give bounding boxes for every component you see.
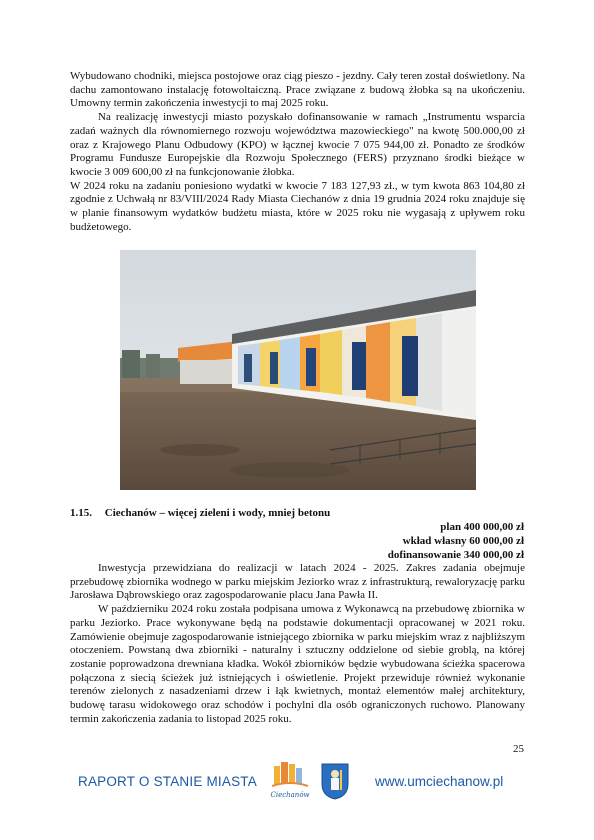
funding-own-contribution: wkład własny 60 000,00 zł <box>402 535 524 547</box>
nursery-building-photo <box>120 250 476 490</box>
section-heading <box>70 507 525 519</box>
section-number: 1.15. <box>70 507 92 519</box>
footer <box>0 760 594 810</box>
city-logo <box>268 760 312 800</box>
website-link[interactable]: www.umciechanow.pl <box>375 774 504 789</box>
paragraph: Inwestycja przewidziana do realizacji w latach 2024 - 2025. Zakres zadania obejmuje przebudowę zbiornika wodnego w parku miejskim Jeziorko wraz z infrastrukturą, rewaloryzację parku Jarosława Dąbrowskiego oraz zagospodarowanie placu Jana Pawła II. <box>70 562 525 602</box>
paragraph: Wybudowano chodniki, miejsca postojowe oraz ciąg pieszo - jezdny. Cały teren został doświetlony. Na dachu zamontowano instalację fotowoltaiczną. Prace związane z budową żłobka są na ukończeniu. Umowny termin zakończenia inwestycji to maj 2025 roku. <box>70 70 525 110</box>
paragraph: W październiku 2024 roku została podpisana umowa z Wykonawcą na przebudowę zbiornika w parku Jeziorko. Prace wykonywane będą na podstawie dokumentacji opracowanej w 2021 roku. Zamówienie obejmuje zagospodarowanie istniejącego zbiornika w parku miejskim wraz z najbliższym otoczeniem. Powstaną dwa zbiorniki - naturalny i sztuczny oddzielone od siebie groblą, na której zostanie poprowadzona drewniana kładka. Wokół zbiorników będzie wybudowana ścieżka spacerowa połączona z siecią ścieżek już istniejących i oświetlenie. Projekt przewiduje również wykonanie terenów zielonych z nasadzeniami drzew i łąk kwietnych, montaż elementów małej architektury, budowę tarasu widokowego oraz schodów i pochylni dla osób ograniczonych ruchowo. Planowany termin zakończenia zadania to listopad 2025 roku. <box>70 603 525 725</box>
report-title: RAPORT O STANIE MIASTA <box>78 774 257 789</box>
funding-plan: plan 400 000,00 zł <box>440 521 524 533</box>
paragraph: Na realizację inwestycji miasto pozyskało dofinansowanie w ramach „Instrumentu wsparcia zadań ważnych dla równomiernego rozwoju województwa mazowieckiego" na kwotę 500.000,00 zł oraz z Krajowego Planu Odbudowy (KPO) w łącznej kwocie 7 075 944,00 zł. Ponadto ze środków Programu Fundusze Europejskie dla Rozwoju Społecznego (FERS) przyznano środki bieżące w kwocie 3 009 600,00 zł na funkcjonowanie żłobka. <box>70 111 525 178</box>
funding-cofinancing: dofinansowanie 340 000,00 zł <box>387 549 524 561</box>
funding-summary <box>388 520 524 562</box>
svg-text:Ciechanów: Ciechanów <box>270 791 310 799</box>
coat-of-arms-icon <box>320 762 350 800</box>
top-text-block <box>70 70 525 234</box>
page-number: 25 <box>513 743 524 755</box>
bottom-text-block <box>70 562 525 726</box>
section-title: Ciechanów – więcej zieleni i wody, mniej betonu <box>104 507 331 519</box>
paragraph: W 2024 roku na zadaniu poniesiono wydatki w kwocie 7 183 127,93 zł., w tym kwota 863 104,80 zł zgodnie z Uchwałą nr 83/VIII/2024 Rady Miasta Ciechanów z dnia 19 grudnia 2024 roku znajduje się w planie finansowym wydatków budżetu miasta, które w 2025 roku nie wygasają z upływem roku budżetowego. <box>70 179 525 233</box>
